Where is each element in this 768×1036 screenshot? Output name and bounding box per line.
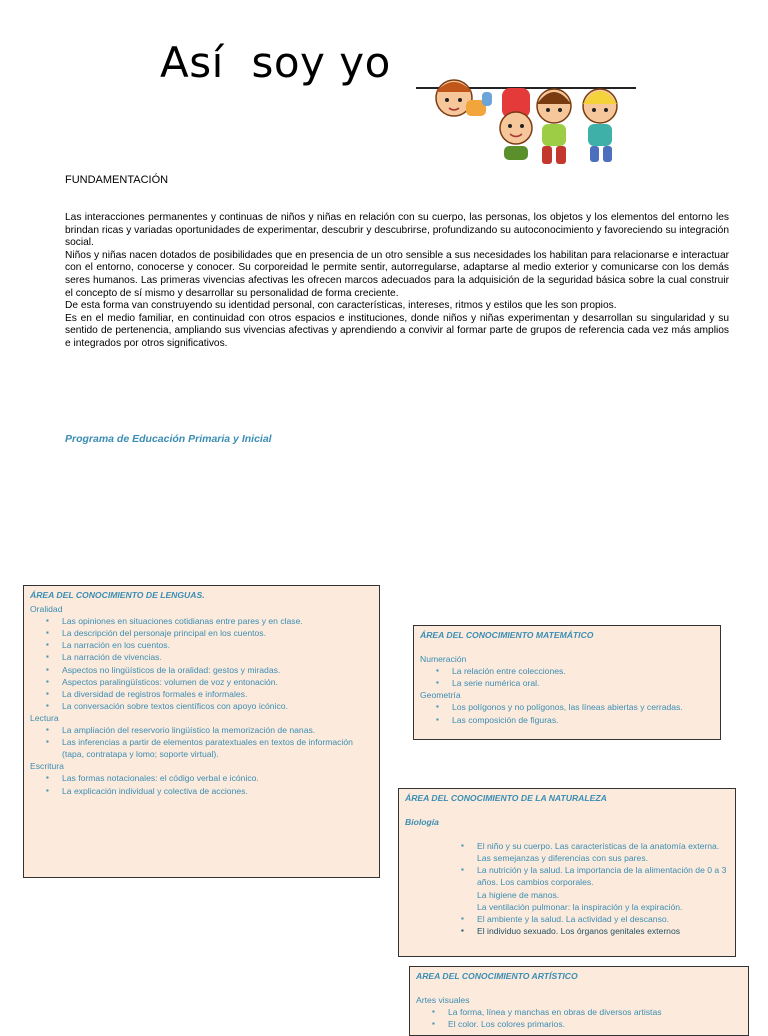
- list-item: ▪ El color. Los colores primarios.: [448, 1018, 742, 1030]
- subsection-label: Numeración: [420, 654, 467, 665]
- bullet-list: [405, 840, 729, 937]
- list-item-text: La nutrición y la salud. La importancia de la alimentación de 0 a 3 años. Los cambios corporales.: [477, 865, 727, 888]
- subsection-label: Oralidad: [30, 604, 63, 615]
- list-item-text: Las semejanzas y diferencias con sus pares.: [477, 853, 649, 864]
- list-item: ▪ La conversación sobre textos científicos con apoyo icónico.: [62, 700, 373, 712]
- list-item: ▪ Las composición de figuras.: [452, 714, 714, 726]
- subsection-label: Geometría: [420, 690, 461, 701]
- area-artistico-box: [409, 966, 749, 1036]
- subsection-label: Biología: [405, 817, 439, 828]
- list-item: ▪ Las inferencias a partir de elementos paratextuales en textos de información (tapa, contratapa y lomo; soporte virtual).: [62, 736, 373, 760]
- bullet-list: [420, 665, 714, 689]
- list-item: ▪ La narración en los cuentos.: [62, 639, 373, 651]
- area-naturaleza-box: [398, 788, 736, 957]
- list-item-text: La higiene de manos.: [477, 889, 560, 900]
- list-item: ▪ La relación entre colecciones.: [452, 665, 714, 677]
- bullet-list: [420, 701, 714, 725]
- list-item: ▪ La serie numérica oral.: [452, 677, 714, 689]
- subsection-label: Lectura: [30, 712, 59, 723]
- paragraph: Es en el medio familiar, en continuidad con otros espacios e instituciones, donde niños y niñas experimentan y desarrollan su singularidad y su sentido de pertenencia, ampliando sus vivencias afectivas y aprendiendo a convivir al formar parte de grupos de referencia cada vez más amplios e integrados por otros significativos.: [65, 312, 729, 349]
- list-item: ▪ Las opiniones en situaciones cotidianas entre pares y en clase.: [62, 615, 373, 627]
- list-item: ▪ Aspectos no lingüísticos de la oralidad: gestos y miradas.: [62, 664, 373, 676]
- list-item: ▪ La explicación individual y colectiva de acciones.: [62, 785, 373, 797]
- subsection-label: Artes visuales: [416, 995, 470, 1006]
- child-figure: [436, 80, 492, 116]
- paragraph: Niños y niñas nacen dotados de posibilidades que en presencia de un otro sensible a sus necesidades los habilitan para relacionarse e interactuar con el entorno, conocerse y conocer. Su corporeidad le permite sentir, autorregularse, adaptarse al medio exterior y comunicarse con los demás seres humanos. Las primeras vivencias afectivas les ofrecen marcos adecuados para la adquisición de la seguridad básica sobre la cual construir el concepto de sí mismo y desarrollar su personalidad de forma creciente.: [65, 249, 729, 299]
- bullet-list: [30, 724, 373, 760]
- bullet-list: [30, 615, 373, 712]
- box-heading: ÁREA DEL CONOCIMIENTO DE LENGUAS.: [30, 590, 205, 600]
- subsection-label: Escritura: [30, 761, 64, 772]
- child-figure: [537, 89, 571, 164]
- list-item: ▪ Los polígonos y no polígonos, las líneas abiertas y cerradas.: [452, 701, 714, 713]
- bullet-list: [416, 1006, 742, 1030]
- list-item: ▪ Aspectos paralingüísticos: volumen de voz y entonación.: [62, 676, 373, 688]
- list-item: ▪ El ambiente y la salud. La actividad y el descanso.: [477, 913, 729, 925]
- bullet-list: [30, 772, 373, 796]
- list-item: ▪ La ampliación del reservorio lingüístico la memorización de nanas.: [62, 724, 373, 736]
- list-item: ▪ El individuo sexuado. Los órganos genitales externos: [477, 925, 729, 937]
- box-heading: AREA DEL CONOCIMIENTO ARTÍSTICO: [416, 971, 578, 981]
- children-hanging-from-bar-illustration: [414, 70, 638, 170]
- child-figure: [583, 89, 617, 162]
- box-heading: ÁREA DEL CONOCIMIENTO MATEMÁTICO: [420, 630, 594, 640]
- child-figure: [500, 88, 532, 160]
- list-item: ▪ Las formas notacionales: el código verbal e icónico.: [62, 772, 373, 784]
- program-title: Programa de Educación Primaria y Inicial: [65, 433, 272, 445]
- paragraph: De esta forma van construyendo su identidad personal, con características, intereses, ritmos y estilos que les son propios.: [65, 300, 617, 312]
- list-item-text: El niño y su cuerpo. Las características de la anatomía externa.: [477, 841, 720, 852]
- paragraph: Las interacciones permanentes y continuas de niños y niñas en relación con su cuerpo, las personas, los objetos y los elementos del entorno les brindan ricas y variadas oportunidades de experimentar, descubrir y descubrirse, profundizando su autoconocimiento y favoreciendo su integración social.: [65, 212, 729, 249]
- list-item: [477, 840, 729, 864]
- section-heading: FUNDAMENTACIÓN: [65, 174, 169, 186]
- list-item: [477, 864, 729, 912]
- list-item: ▪ La forma, línea y manchas en obras de diversos artistas: [448, 1006, 742, 1018]
- area-lenguas-box: [23, 585, 380, 878]
- list-item-text: La ventilación pulmonar: la inspiración y la expiración.: [477, 901, 683, 912]
- list-item: ▪ La narración de vivencias.: [62, 651, 373, 663]
- page-title: Así soy yo: [160, 38, 391, 87]
- list-item: ▪ La diversidad de registros formales e informales.: [62, 688, 373, 700]
- fundamentacion-text: [65, 212, 729, 351]
- area-matematico-box: [413, 625, 721, 740]
- box-heading: ÁREA DEL CONOCIMIENTO DE LA NATURALEZA: [405, 793, 607, 803]
- list-item: ▪ La descripción del personaje principal en los cuentos.: [62, 627, 373, 639]
